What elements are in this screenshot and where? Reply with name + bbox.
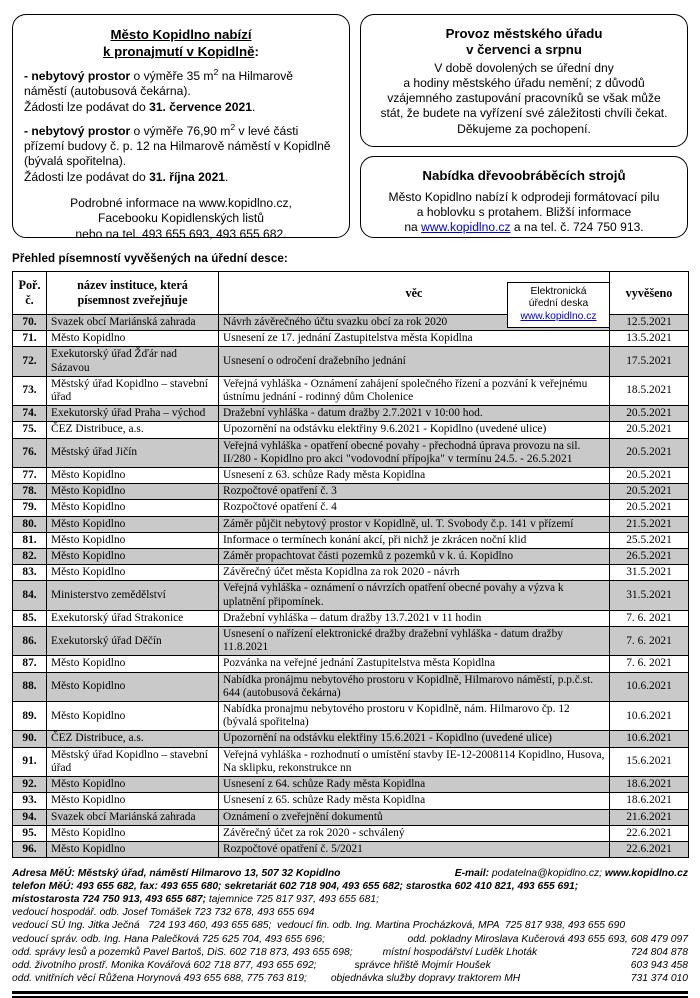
row-institution: Město Kopidlno — [47, 672, 219, 701]
col-header-subject: věc — [219, 272, 610, 315]
office-hours-line4: stát, že budete na vyřízení své záležitosti chvíli čekat. — [380, 106, 668, 121]
row-institution: Město Kopidlno — [47, 565, 219, 581]
row-number: 95. — [13, 825, 47, 841]
footer-email-label: E-mail: — [454, 868, 490, 880]
rental-title-line2: k pronajmutí v Kopidlně — [103, 43, 255, 59]
footer-address: Adresa MěÚ: Městský úřad, náměstí Hilmarovo 13, 507 32 Kopidlno — [12, 868, 341, 880]
row-posted-date: 18.5.2021 — [610, 376, 689, 405]
row-institution: Město Kopidlno — [47, 841, 219, 857]
rental-item1-rest-a: o výměře 35 m — [130, 69, 214, 83]
row-number: 71. — [13, 331, 47, 347]
row-institution: Město Kopidlno — [47, 532, 219, 548]
office-hours-line5: Děkujeme za pochopení. — [457, 121, 591, 136]
table-row — [13, 406, 689, 422]
table-row — [13, 438, 689, 467]
notice-column-right — [360, 14, 688, 238]
rental-offer-box — [12, 14, 350, 241]
row-subject: Veřejná vyhláška - opatření obecné povahy - přechodná úprava provozu na sil. II/280 - Kopidlno pro akci "vodovodní přípojka" v termínu 24.5. - 26.5.2021 — [219, 438, 610, 467]
footer-line-7-b: místní hospodářství Luděk Lhoták — [382, 946, 538, 958]
row-number: 79. — [13, 500, 47, 516]
row-institution: Ministerstvo zemědělství — [47, 581, 219, 610]
office-hours-title-line2: v červenci a srpnu — [466, 42, 582, 58]
rental-item2-rest-a: o výměře 76,90 m — [130, 123, 231, 138]
row-number: 86. — [13, 627, 47, 656]
woodworking-title: Nabídka dřevoobráběcích strojů — [422, 168, 626, 183]
footer-email: podatelna@kopidlno.cz; — [489, 868, 605, 880]
official-board-table — [12, 271, 689, 858]
table-row — [13, 672, 689, 701]
rental-item2-rest-b: v levé části — [235, 123, 299, 138]
table-row — [13, 777, 689, 793]
table-row — [13, 484, 689, 500]
row-number: 75. — [13, 422, 47, 438]
row-subject: Pozvánka na veřejné jednání Zastupitelstva města Kopidlna — [219, 656, 610, 672]
row-posted-date: 21.5.2021 — [610, 516, 689, 532]
rental-contact-line2: Facebooku Kopidlenských listů — [97, 211, 265, 226]
official-board-table-wrapper — [12, 271, 688, 858]
table-row — [13, 422, 689, 438]
rental-contact-info — [24, 196, 338, 242]
row-posted-date: 15.6.2021 — [610, 747, 689, 776]
row-institution: ČEZ Distribuce, a.s. — [47, 731, 219, 747]
col-header-number-l1: Poř. — [18, 278, 41, 293]
row-number: 93. — [13, 793, 47, 809]
row-subject: Závěrečný účet města Kopidlna za rok 2020 - návrh — [219, 565, 610, 581]
table-row — [13, 627, 689, 656]
row-posted-date: 20.5.2021 — [610, 484, 689, 500]
row-posted-date: 20.5.2021 — [610, 406, 689, 422]
row-number: 88. — [13, 672, 47, 701]
row-posted-date: 13.5.2021 — [610, 331, 689, 347]
row-posted-date: 31.5.2021 — [610, 581, 689, 610]
table-body — [13, 315, 689, 858]
row-number: 96. — [13, 841, 47, 857]
row-subject: Veřejná vyhláška - oznámení o návrzích opatření obecné povahy a výzva k uplatnění připomínek. — [219, 581, 610, 610]
row-posted-date: 22.6.2021 — [610, 841, 689, 857]
rental-title-suffix: : — [254, 43, 259, 59]
table-row — [13, 468, 689, 484]
row-posted-date: 26.5.2021 — [610, 549, 689, 565]
row-institution: Město Kopidlno — [47, 656, 219, 672]
table-row — [13, 516, 689, 532]
row-subject: Závěrečný účet za rok 2020 - schválený — [219, 825, 610, 841]
row-number: 92. — [13, 777, 47, 793]
rental-item1-line2: náměstí (autobusová čekárna). — [24, 84, 191, 99]
row-subject: Oznámení o zveřejnění dokumentů — [219, 809, 610, 825]
row-institution: Město Kopidlno — [47, 500, 219, 516]
rental-item2-line3: (bývalá spořitelna). — [24, 154, 127, 169]
footer-contacts — [12, 867, 688, 985]
row-subject: Rozpočtové opatření č. 5/2021 — [219, 841, 610, 857]
row-subject: Rozpočtové opatření č. 3 — [219, 484, 610, 500]
table-row — [13, 376, 689, 405]
row-institution: Město Kopidlno — [47, 468, 219, 484]
table-row — [13, 347, 689, 376]
notice-boxes — [12, 14, 688, 241]
row-number: 72. — [13, 347, 47, 376]
row-subject: Informace o termínech konání akcí, při nichž je zkrácen noční klid — [219, 532, 610, 548]
row-posted-date: 22.6.2021 — [610, 825, 689, 841]
row-number: 74. — [13, 406, 47, 422]
woodworking-machines-box — [360, 156, 688, 238]
rental-contact-line1: Podrobné informace na www.kopidlno.cz, — [70, 196, 292, 211]
footer-line-9-a: odd. vnitřních věcí Růžena Horynová 493 655 688, 775 763 819; — [12, 972, 307, 984]
notice-column-left — [12, 14, 350, 241]
row-posted-date: 10.6.2021 — [610, 672, 689, 701]
footer-line-6-a: vedoucí správ. odb. Ing. Hana Palečková 725 625 704, 493 655 696; — [12, 933, 325, 945]
row-subject: Upozornění na odstávku elektřiny 15.6.2021 - Kopidlno (uvedené ulice) — [219, 731, 610, 747]
woodworking-body — [372, 190, 676, 236]
row-subject: Upozornění na odstávku elektřiny 9.6.2021 - Kopidlno (uvedené ulice) — [219, 422, 610, 438]
office-hours-line1: V době dovolených se úřední dny — [434, 60, 614, 75]
footer-web: www.kopidlno.cz — [604, 868, 688, 880]
row-number: 73. — [13, 376, 47, 405]
row-number: 83. — [13, 565, 47, 581]
row-posted-date: 18.6.2021 — [610, 777, 689, 793]
woodworking-line3-post: a na tel. č. 724 750 913. — [510, 219, 644, 234]
table-row — [13, 825, 689, 841]
col-header-number-l2: č. — [25, 293, 34, 307]
footer-line-6 — [12, 933, 688, 946]
row-subject: Rozpočtové opatření č. 4 — [219, 500, 610, 516]
row-institution: Městský úřad Kopidlno – stavební úřad — [47, 747, 219, 776]
table-row — [13, 656, 689, 672]
row-number: 90. — [13, 731, 47, 747]
footer-line-8-b: správce hřiště Mojmír Houšek — [354, 959, 491, 971]
row-subject: Usnesení o odročení dražebního jednání — [219, 347, 610, 376]
row-posted-date: 10.6.2021 — [610, 731, 689, 747]
row-subject: Záměr půjčit nebytový prostor v Kopidlně, ul. T. Svobody č.p. 141 v přízemí — [219, 516, 610, 532]
row-number: 76. — [13, 438, 47, 467]
row-subject: Nabídka pronajmu nebytového prostoru v Kopidlně, nám. Hilmarovo čp. 12 (bývalá spořitelna) — [219, 702, 610, 731]
rental-title-line1: Město Kopidlno nabízí — [110, 27, 252, 42]
table-row — [13, 549, 689, 565]
office-hours-title-line1: Provoz městského úřadu — [445, 26, 603, 41]
row-posted-date: 25.5.2021 — [610, 532, 689, 548]
row-institution: Město Kopidlno — [47, 702, 219, 731]
row-institution: Město Kopidlno — [47, 484, 219, 500]
footer-line-3-rest: tajemnice 725 817 937, 493 655 681; — [206, 894, 379, 906]
footer-line-7 — [12, 946, 688, 959]
row-posted-date: 7. 6. 2021 — [610, 610, 689, 626]
rental-item1-sup: 2 — [213, 66, 219, 77]
woodworking-line3-pre: na — [404, 219, 422, 234]
office-hours-line2: a hodiny městského úřadu nemění; z důvodů — [403, 76, 645, 91]
table-row — [13, 532, 689, 548]
row-number: 89. — [13, 702, 47, 731]
row-subject: Usnesení o nařízení elektronické dražby dražební vyhláška - datum dražby 11.8.2021 — [219, 627, 610, 656]
rental-contact-line3: nebo na tel. 493 655 693, 493 655 682. — [75, 226, 287, 241]
rental-item2-deadline: 31. října 2021 — [149, 169, 226, 184]
row-posted-date: 7. 6. 2021 — [610, 656, 689, 672]
table-section-caption: Přehled písemností vyvěšených na úřední desce: — [12, 252, 288, 265]
row-posted-date: 20.5.2021 — [610, 468, 689, 484]
row-institution: Město Kopidlno — [47, 793, 219, 809]
row-number: 87. — [13, 656, 47, 672]
row-posted-date: 7. 6. 2021 — [610, 627, 689, 656]
table-row — [13, 581, 689, 610]
row-number: 85. — [13, 610, 47, 626]
row-subject: Dražební vyhláška - datum dražby 2.7.2021 v 10:00 hod. — [219, 406, 610, 422]
footer-line-2: telefon MěÚ: 493 655 682, fax: 493 655 680; sekretariát 602 718 904, 493 655 682; starostka 602 410 821, 493 655 691; — [12, 881, 579, 893]
row-institution: Exekutorský úřad Strakonice — [47, 610, 219, 626]
col-header-institution-l1: název instituce, která — [77, 278, 188, 293]
row-posted-date: 18.6.2021 — [610, 793, 689, 809]
footer-line-7-a: odd. správy lesů a pozemků Pavel Bartoš, DiS. 602 718 873, 493 655 698; — [12, 946, 353, 958]
row-subject: Nabídka pronájmu nebytového prostoru v Kopidlně, Hilmarovo náměstí, p.p.č.st. 644 (autobusová čekárna) — [219, 672, 610, 701]
row-subject: Usnesení z 63. schůze Rady města Kopidlna — [219, 468, 610, 484]
footer-line-9-b: objednávka služby dopravy traktorem MH — [330, 972, 521, 984]
rental-offer-title — [24, 27, 338, 60]
woodworking-website-link[interactable]: www.kopidlno.cz — [421, 219, 511, 234]
row-institution: Exekutorský úřad Žďár nad Sázavou — [47, 347, 219, 376]
electronic-board-link[interactable]: www.kopidlno.cz — [520, 310, 597, 322]
row-number: 91. — [13, 747, 47, 776]
table-row — [13, 809, 689, 825]
footer-line-4: vedoucí hospodář. odb. Josef Tomášek 723 732 678, 493 655 694 — [12, 907, 315, 919]
footer-line-9-c: 731 374 010 — [630, 972, 688, 984]
col-header-institution-l2: písemnost zveřejňuje — [77, 293, 188, 307]
footer-line-8-c: 603 943 458 — [630, 959, 688, 971]
row-institution: Městský úřad Jičín — [47, 438, 219, 467]
row-subject: Veřejná vyhláška - rozhodnutí o umístění stavby IE-12-2008114 Kopidlno, Husova, Na sklipku, rekonstrukce nn — [219, 747, 610, 776]
electronic-board-line1: Elektronická — [530, 286, 587, 297]
footer-line-7-c: 724 804 878 — [630, 946, 688, 958]
rental-item2-sup: 2 — [230, 121, 236, 132]
table-row — [13, 702, 689, 731]
row-number: 70. — [13, 315, 47, 331]
row-posted-date: 20.5.2021 — [610, 500, 689, 516]
row-institution: Město Kopidlno — [47, 516, 219, 532]
rental-item2-line2: přízemí budovy č. p. 12 na Hilmarově náměstí v Kopidlně — [24, 139, 331, 154]
row-subject: Veřejná vyhláška - Oznámení zahájení společného řízení a pozvání k veřejnému ústnímu jednání - rodinný dům Cholenice — [219, 376, 610, 405]
row-number: 77. — [13, 468, 47, 484]
col-header-posted: vyvěšeno — [610, 272, 689, 315]
rental-item-1 — [24, 66, 338, 115]
row-number: 94. — [13, 809, 47, 825]
footer-line-8-a: odd. životního prostř. Monika Kovářová 602 718 877, 493 655 692; — [12, 959, 317, 971]
col-header-number — [13, 272, 47, 315]
office-hours-title — [372, 26, 676, 59]
rental-item2-line4-pre: Žádosti lze podávat do — [24, 169, 150, 184]
row-number: 81. — [13, 532, 47, 548]
row-number: 84. — [13, 581, 47, 610]
row-institution: Město Kopidlno — [47, 825, 219, 841]
footer-line-6-b: odd. pokladny Miroslava Kučerová 493 655 693, 608 479 097 — [407, 933, 688, 945]
row-posted-date: 20.5.2021 — [610, 438, 689, 467]
row-posted-date: 20.5.2021 — [610, 422, 689, 438]
row-posted-date: 31.5.2021 — [610, 565, 689, 581]
footer-line-9 — [12, 972, 688, 985]
row-institution: Město Kopidlno — [47, 549, 219, 565]
rental-item1-bold: - nebytový prostor — [24, 69, 131, 83]
row-number: 78. — [13, 484, 47, 500]
row-subject: Usnesení ze 17. jednání Zastupitelstva města Kopidlna — [219, 331, 610, 347]
footer-line-8 — [12, 959, 688, 972]
row-institution: Město Kopidlno — [47, 777, 219, 793]
col-header-institution — [47, 272, 219, 315]
table-row — [13, 331, 689, 347]
footer-line-1 — [12, 867, 688, 880]
row-institution: Město Kopidlno — [47, 331, 219, 347]
row-subject: Dražební vyhláška – datum dražby 13.7.2021 v 11 hodin — [219, 610, 610, 626]
table-row — [13, 731, 689, 747]
footer-line-5: vedoucí SÚ Ing. Jitka Ječná 724 193 460, 493 655 685; vedoucí fin. odb. Ing. Martina Procházková, MPA 725 817 938, 493 655 690 — [12, 920, 626, 932]
row-subject: Usnesení z 64. schůze Rady města Kopidlna — [219, 777, 610, 793]
row-institution: Exekutorský úřad Děčín — [47, 627, 219, 656]
rental-item2-line4-post: . — [225, 169, 229, 184]
office-hours-box — [360, 14, 688, 147]
row-subject: Návrh závěrečného účtu svazku obcí za rok 2020 — [219, 315, 610, 331]
row-institution: ČEZ Distribuce, a.s. — [47, 422, 219, 438]
row-posted-date: 10.6.2021 — [610, 702, 689, 731]
office-hours-line3: vzájemného zastupování pracovníků se však může — [387, 91, 661, 106]
rental-item-2 — [24, 121, 338, 185]
row-institution: Svazek obcí Mariánská zahrada — [47, 809, 219, 825]
rental-item1-rest-b: na Hilmarově — [218, 69, 293, 83]
table-row — [13, 747, 689, 776]
rental-item1-line3-pre: Žádosti lze podávat do — [24, 99, 150, 114]
row-institution: Svazek obcí Mariánská zahrada — [47, 315, 219, 331]
rental-item1-deadline: 31. července 2021 — [149, 99, 252, 114]
rental-item2-bold: - nebytový prostor — [24, 123, 131, 138]
table-row — [13, 793, 689, 809]
electronic-board-line2: úřední deska — [528, 298, 589, 310]
table-row — [13, 610, 689, 626]
office-hours-body — [372, 61, 676, 137]
row-institution: Exekutorský úřad Praha – východ — [47, 406, 219, 422]
woodworking-line1: Město Kopidlno nabízí k odprodeji formátovací pilu — [388, 189, 660, 204]
rental-item1-line3-post: . — [251, 99, 256, 114]
row-posted-date: 12.5.2021 — [610, 315, 689, 331]
row-institution: Městský úřad Kopidlno – stavební úřad — [47, 376, 219, 405]
row-posted-date: 17.5.2021 — [610, 347, 689, 376]
table-row — [13, 565, 689, 581]
row-posted-date: 21.6.2021 — [610, 809, 689, 825]
table-row — [13, 841, 689, 857]
row-number: 80. — [13, 516, 47, 532]
row-subject: Záměr propachtovat části pozemků z pozemků v k. ú. Kopidlno — [219, 549, 610, 565]
footer-line-3-bold: místostarosta 724 750 913, 493 655 687; — [12, 894, 207, 906]
table-row — [13, 500, 689, 516]
woodworking-line2: a hoblovku s protahem. Bližší informace — [416, 204, 632, 219]
electronic-board-callout — [507, 282, 610, 328]
row-number: 82. — [13, 549, 47, 565]
row-subject: Usnesení z 65. schůze Rady města Kopidlna — [219, 793, 610, 809]
